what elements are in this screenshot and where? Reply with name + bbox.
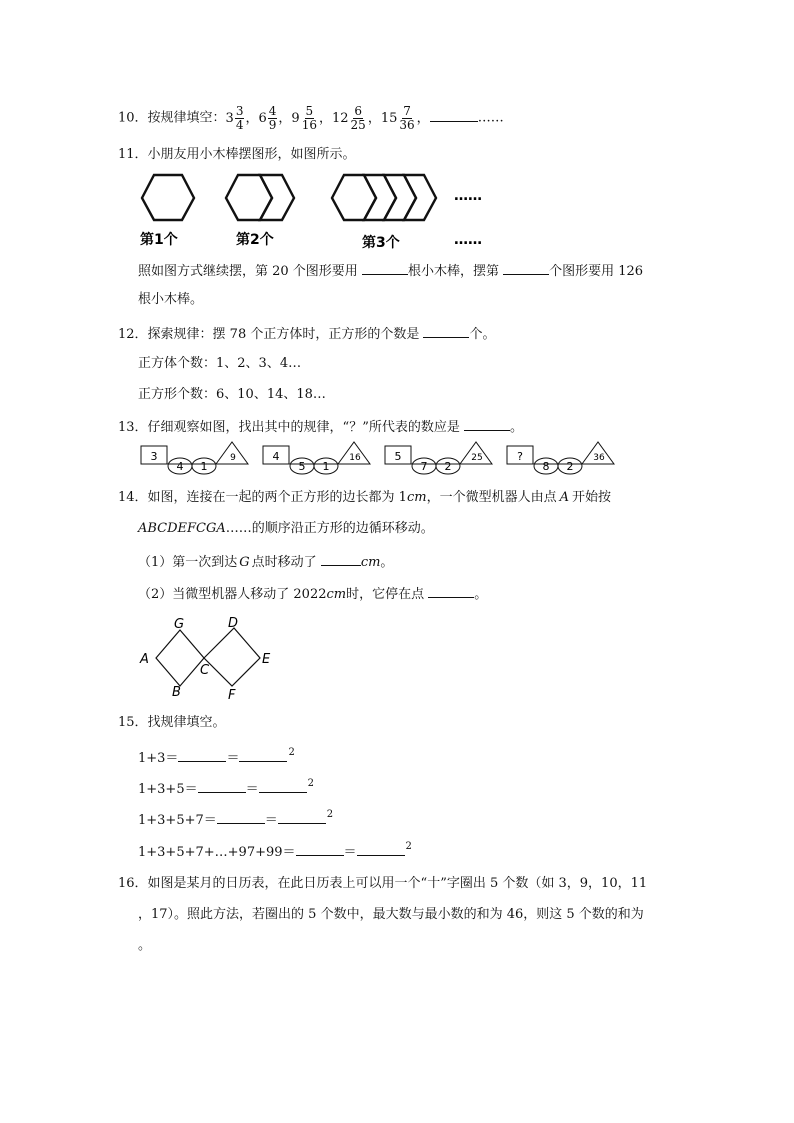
label-a: A — [140, 652, 149, 667]
q14-squares-figure — [136, 614, 286, 704]
q11-line2: 根小木棒。 — [138, 292, 204, 307]
q10-mixed-number — [332, 105, 368, 131]
q13-text-b: 。 — [509, 420, 523, 435]
numerator: 4 — [268, 104, 277, 118]
q14-point-a: A — [559, 490, 569, 505]
q11-dots-bottom: …… — [454, 232, 482, 248]
q14-sub2 — [138, 585, 487, 601]
hexagon — [384, 175, 416, 220]
label-g: G — [174, 617, 185, 632]
pattern-group — [507, 442, 614, 474]
q14-sub1-unit: cm — [360, 555, 381, 570]
q14-sub2-a: （2）当微型机器人移动了 2022 — [138, 587, 327, 602]
q14-sub2-b: 时，它停在点 — [346, 587, 429, 602]
q14-sub1-a: （1）第一次到达 — [138, 555, 238, 570]
whole-part: 15 — [380, 110, 398, 126]
q12-text-b: 个。 — [469, 327, 496, 342]
q12-squares: 正方形个数：6、10、14、18… — [138, 387, 326, 402]
separator: ， — [318, 110, 332, 126]
q15-blank-base[interactable] — [357, 843, 405, 856]
q11-label-3: 第3个 — [362, 235, 400, 250]
q13-blank[interactable] — [464, 418, 510, 431]
label-f: F — [228, 688, 236, 703]
q12-cubes: 正方体个数：1、2、3、4… — [138, 356, 302, 371]
q11-title: 11．小朋友用小木棒摆图形，如图所示。 — [118, 147, 356, 162]
q15-equals: ＝ — [343, 845, 357, 860]
q16-line3: 。 — [138, 938, 152, 953]
q14-sub1-b: 点时移动了 — [251, 555, 321, 570]
q15-blank-base[interactable] — [278, 811, 326, 824]
q15-expression: 1+3+5+7+…+97+99＝ — [138, 845, 296, 860]
right-square — [204, 628, 260, 686]
q11-line1 — [138, 262, 643, 278]
q10-mixed-number — [381, 105, 417, 131]
q14-sub1-point: G — [239, 555, 250, 570]
q14-blank-1[interactable] — [321, 553, 361, 566]
whole-part: 12 — [332, 110, 349, 126]
q11-hexagon-figures — [136, 170, 496, 250]
circle-value-2: 1 — [200, 460, 208, 473]
q10-mixed-number — [258, 105, 278, 131]
q13-title — [118, 418, 523, 434]
q14-sequence: ABCDEFCGA — [138, 521, 226, 536]
q15-equals: ＝ — [226, 751, 240, 766]
pattern-group — [263, 442, 370, 474]
label-c: C — [200, 663, 210, 678]
q15-blank-sum[interactable] — [296, 843, 344, 856]
q14-sub2-unit: cm — [326, 587, 347, 602]
denominator: 25 — [350, 117, 366, 132]
q11-blank-1[interactable] — [362, 262, 408, 275]
circle-value-1: 5 — [298, 460, 306, 473]
fraction — [301, 105, 318, 131]
q15-exponent: 2 — [326, 809, 334, 820]
label-d: D — [228, 616, 239, 631]
square-value: 4 — [272, 450, 280, 463]
q12-title — [118, 325, 496, 341]
q16-line2: ，17）。照此方法，若圈出的 5 个数中，最大数与最小数的和为 46，则这 5 个数的和为 — [138, 907, 644, 922]
q12-text-a: 12．探索规律：摆 78 个正方体时，正方形的个数是 — [118, 327, 424, 342]
q10-mixed-number — [226, 105, 246, 131]
q11-text-a: 照如图方式继续摆，第 20 个图形要用 — [138, 264, 362, 279]
q15-row — [138, 780, 314, 796]
circle-value-1: 8 — [542, 460, 550, 473]
q12-blank[interactable] — [423, 325, 469, 338]
q15-row — [138, 749, 295, 765]
whole-part: 6 — [258, 110, 267, 126]
pattern-group — [385, 442, 492, 474]
separator: ， — [367, 110, 381, 126]
q15-exponent: 2 — [288, 747, 295, 758]
q14-blank-2[interactable] — [428, 585, 474, 598]
separator: ， — [416, 110, 430, 126]
separator: ， — [278, 110, 292, 126]
q14-sub1 — [138, 553, 393, 569]
q15-expression: 1+3＝ — [138, 751, 179, 766]
q14-text-b: ，一个微型机器人由点 — [426, 490, 557, 505]
q15-blank-base[interactable] — [239, 749, 287, 762]
hexagon — [142, 175, 194, 220]
fraction — [235, 105, 245, 131]
q14-text-c: 开始按 — [571, 490, 611, 505]
fraction — [350, 105, 367, 131]
whole-part: 9 — [291, 110, 300, 126]
q11-text-c: 个图形要用 126 — [549, 264, 644, 279]
q14-text-d: ……的顺序沿正方形的边循环移动。 — [225, 521, 434, 536]
numerator: 6 — [354, 104, 362, 118]
fraction — [268, 105, 278, 131]
numerator: 7 — [403, 104, 411, 118]
q10-mixed-number — [291, 105, 319, 131]
fraction — [398, 105, 415, 131]
denominator: 16 — [301, 117, 317, 132]
circle-value-2: 2 — [444, 460, 452, 473]
label-e: E — [262, 652, 271, 667]
q10-prefix: 10．按规律填空： — [118, 110, 226, 126]
q11-label-2: 第2个 — [236, 232, 274, 248]
q15-row — [138, 811, 333, 827]
q14-text-a: 14．如图，连接在一起的两个正方形的边长都为 1 — [118, 490, 407, 505]
left-square — [156, 630, 204, 686]
numerator: 5 — [305, 104, 314, 118]
q15-equals: ＝ — [264, 813, 278, 828]
q15-blank-sum[interactable] — [178, 749, 226, 762]
circle-value-1: 7 — [420, 460, 428, 473]
q14-unit: cm — [406, 490, 427, 505]
q11-dots-top: …… — [454, 188, 482, 204]
q11-blank-2[interactable] — [503, 262, 549, 275]
numerator: 3 — [235, 104, 244, 118]
q15-blank-sum[interactable] — [198, 780, 246, 793]
q15-equals: ＝ — [245, 782, 259, 797]
square-value: ? — [517, 450, 523, 463]
square-value: 5 — [394, 450, 402, 463]
q15-blank-base[interactable] — [259, 780, 307, 793]
q14-sub1-end: 。 — [380, 555, 394, 570]
square-value: 3 — [150, 450, 158, 463]
triangle-value: 25 — [471, 453, 483, 463]
circle-value-1: 4 — [176, 460, 184, 473]
q14-line1 — [118, 491, 611, 504]
hexagon — [364, 175, 396, 220]
q13-pattern-figure — [140, 440, 620, 476]
q15-exponent: 2 — [405, 841, 412, 852]
q16-line1: 16．如图是某月的日历表，在此日历表上可以用一个“十”字圈出 5 个数（如 3，9，10，11 — [118, 876, 648, 891]
q10-ellipsis: …… — [477, 110, 504, 126]
q10 — [118, 105, 504, 131]
q10-answer-blank[interactable] — [430, 109, 478, 122]
triangle-value: 9 — [230, 453, 236, 463]
q11-text-b: 根小木棒，摆第 — [407, 264, 504, 279]
q15-title: 15．找规律填空。 — [118, 715, 226, 730]
q15-exponent: 2 — [307, 778, 314, 789]
hexagon — [260, 175, 294, 220]
triangle-value: 16 — [349, 453, 361, 463]
triangle-value: 36 — [593, 453, 605, 463]
q15-row — [138, 843, 412, 859]
q13-text-a: 13．仔细观察如图，找出其中的规律，“？”所代表的数应是 — [118, 420, 464, 435]
hexagon — [226, 175, 272, 220]
circle-value-2: 2 — [566, 460, 574, 473]
denominator: 9 — [268, 117, 277, 132]
circle-value-2: 1 — [322, 460, 330, 473]
q10-sequence — [225, 104, 430, 132]
q14-sub2-end: 。 — [474, 587, 488, 602]
q15-expression: 1+3+5+7＝ — [138, 813, 217, 828]
whole-part: 3 — [225, 110, 234, 126]
separator: ， — [245, 110, 259, 126]
q11-label-1: 第1个 — [140, 232, 178, 248]
label-b: B — [172, 685, 181, 700]
hexagon — [404, 175, 436, 220]
pattern-group — [141, 442, 248, 474]
denominator: 36 — [399, 117, 415, 132]
denominator: 4 — [235, 117, 244, 132]
q15-blank-sum[interactable] — [217, 811, 265, 824]
hexagon — [332, 175, 376, 220]
q14-line2 — [138, 522, 434, 535]
q15-expression: 1+3+5＝ — [138, 782, 198, 797]
